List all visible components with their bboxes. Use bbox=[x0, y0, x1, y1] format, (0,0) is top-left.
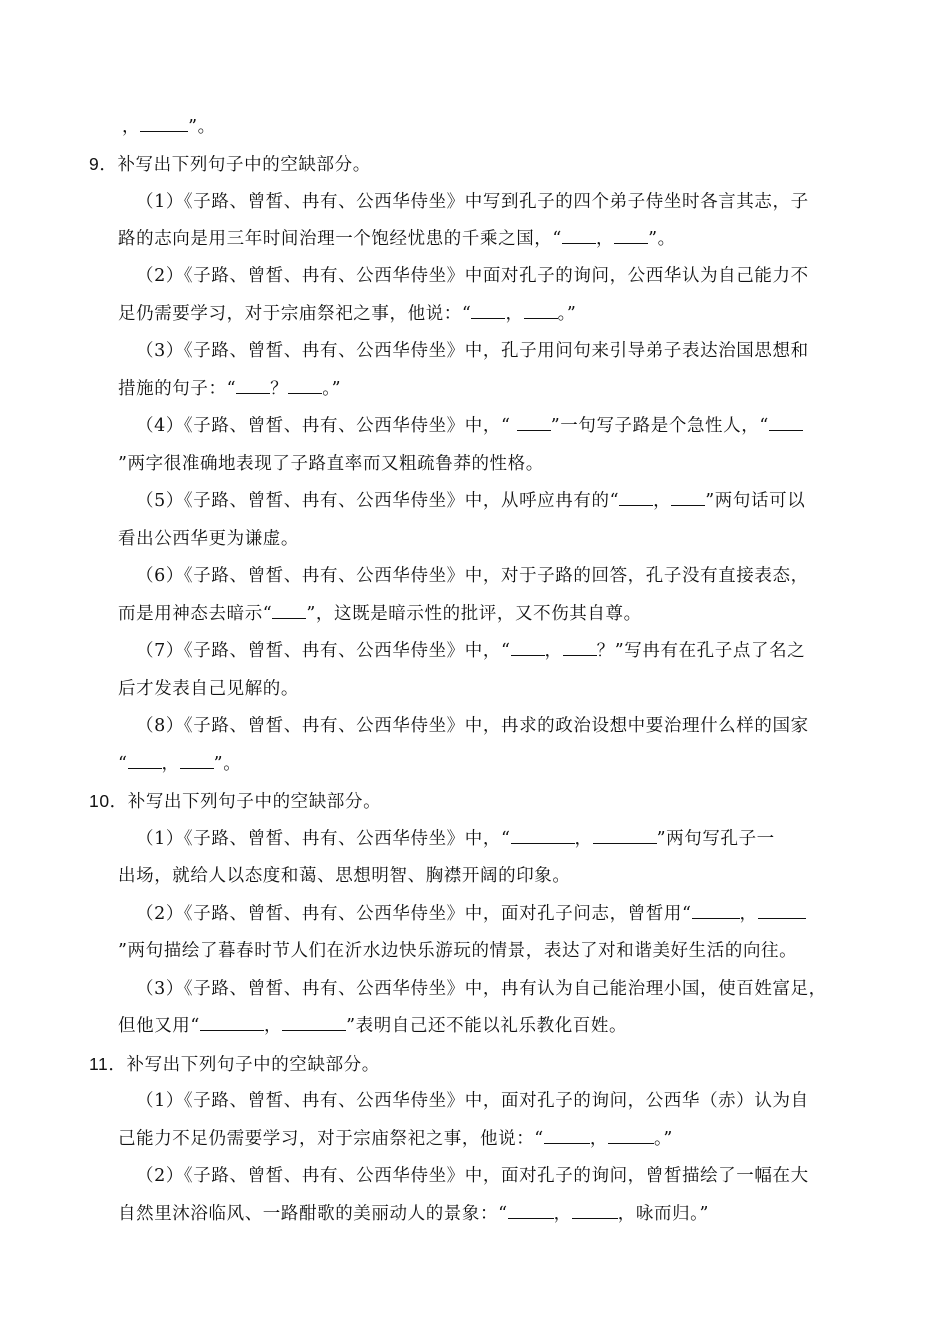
answer-blank bbox=[544, 1127, 590, 1144]
answer-blank bbox=[619, 489, 653, 506]
text-fragment: （1）《子路、曾皙、冉有、公西华侍坐》中，“ bbox=[136, 829, 511, 849]
answer-blank bbox=[593, 827, 657, 844]
text-fragment: 。” bbox=[653, 1129, 673, 1149]
question-10-heading bbox=[89, 789, 381, 814]
text-fragment: （5）《子路、曾皙、冉有、公西华侍坐》中，从呼应冉有的“ bbox=[136, 491, 620, 511]
q10-item3-line2 bbox=[118, 1014, 627, 1038]
q11-item2-line1: （2）《子路、曾皙、冉有、公西华侍坐》中，面对孔子的询问，曾皙描绘了一幅在大 bbox=[136, 1166, 809, 1186]
text-fragment: 。” bbox=[557, 304, 577, 324]
text-fragment: ， bbox=[505, 304, 524, 324]
text-fragment: ”表明自己还不能以礼乐教化百姓。 bbox=[346, 1016, 628, 1036]
q9-item5-line1 bbox=[136, 489, 805, 513]
q11-item2-line2 bbox=[118, 1202, 709, 1226]
text-fragment: （4）《子路、曾皙、冉有、公西华侍坐》中，“ bbox=[136, 416, 517, 436]
q9-item8-line2 bbox=[118, 752, 241, 776]
q9-item2-line1: （2）《子路、曾皙、冉有、公西华侍坐》中面对孔子的询问，公西华认为自己能力不 bbox=[136, 266, 809, 286]
q11-item1-line1: （1）《子路、曾皙、冉有、公西华侍坐》中，面对孔子的询问，公西华（赤）认为自 bbox=[136, 1091, 809, 1111]
answer-blank bbox=[692, 902, 740, 919]
answer-blank bbox=[180, 752, 214, 769]
answer-blank bbox=[563, 639, 597, 656]
question-number: 11． bbox=[89, 1054, 127, 1074]
text-fragment: ”两句写孔子一 bbox=[656, 829, 775, 849]
text-fragment: “ bbox=[118, 754, 128, 774]
text-fragment: 足仍需要学习，对于宗庙祭祀之事，他说：“ bbox=[118, 304, 472, 324]
text-fragment: 措施的句子：“ bbox=[118, 379, 237, 399]
q10-item1-line2: 出场，就给人以态度和蔼、思想明智、胸襟开阔的印象。 bbox=[118, 866, 571, 886]
q9-item1-line2 bbox=[118, 227, 676, 251]
answer-blank bbox=[517, 414, 551, 431]
q9-item6-line1: （6）《子路、曾皙、冉有、公西华侍坐》中，对于子路的回答，孔子没有直接表态， bbox=[136, 566, 809, 586]
answer-blank bbox=[572, 1202, 618, 1219]
answer-blank bbox=[140, 115, 188, 132]
question-11-heading bbox=[89, 1052, 380, 1077]
answer-blank bbox=[769, 414, 803, 431]
q10-item2-line2: ”两句描绘了暮春时节人们在沂水边快乐游玩的情景，表达了对和谐美好生活的向往。 bbox=[118, 941, 798, 961]
q9-item4-line1 bbox=[136, 414, 803, 438]
answer-blank bbox=[614, 227, 648, 244]
q9-item4-line2: ”两字很准确地表现了子路直率而又粗疏鲁莽的性格。 bbox=[118, 454, 544, 474]
question-title: 补写出下列句子中的空缺部分。 bbox=[126, 1055, 380, 1075]
answer-blank bbox=[200, 1014, 264, 1031]
answer-blank bbox=[758, 902, 806, 919]
q9-item3-line1: （3）《子路、曾皙、冉有、公西华侍坐》中，孔子用问句来引导弟子表达治国思想和 bbox=[136, 341, 809, 361]
text-fragment: 自然里沐浴临风、一路酣歌的美丽动人的景象：“ bbox=[118, 1204, 508, 1224]
q11-item1-line2 bbox=[118, 1127, 673, 1151]
answer-blank bbox=[128, 752, 162, 769]
answer-blank bbox=[236, 377, 270, 394]
q9-item7-line2: 后才发表自己见解的。 bbox=[118, 679, 299, 699]
text-fragment: （7）《子路、曾皙、冉有、公西华侍坐》中，“ bbox=[136, 641, 511, 661]
text-fragment: ？ bbox=[270, 379, 289, 399]
text-fragment: ， bbox=[263, 1016, 283, 1036]
text-fragment: ”。 bbox=[188, 117, 216, 137]
text-fragment: 。” bbox=[322, 379, 342, 399]
q10-item3-line1: （3）《子路、曾皙、冉有、公西华侍坐》中，冉有认为自己能治理小国，使百姓富足， bbox=[136, 979, 827, 999]
text-fragment: ， bbox=[574, 829, 593, 849]
answer-blank bbox=[282, 1014, 346, 1031]
q10-item2-line1 bbox=[136, 902, 806, 926]
text-fragment: ， bbox=[544, 641, 563, 661]
q9-item3-line2 bbox=[118, 377, 341, 401]
text-fragment: ？”写冉有在孔子点了名之 bbox=[596, 641, 806, 661]
text-fragment: ， bbox=[739, 904, 758, 924]
answer-blank bbox=[671, 489, 705, 506]
question-9-heading bbox=[89, 152, 371, 177]
text-fragment: ”，这既是暗示性的批评，又不伤其自尊。 bbox=[306, 604, 642, 624]
q9-item5-line2: 看出公西华更为谦虚。 bbox=[118, 529, 299, 549]
text-fragment: ”两句话可以 bbox=[705, 491, 806, 511]
answer-blank bbox=[524, 302, 558, 319]
text-fragment: ， bbox=[653, 491, 672, 511]
text-fragment: 而是用神态去暗示“ bbox=[118, 604, 273, 624]
answer-blank bbox=[511, 639, 545, 656]
text-fragment: 但他又用“ bbox=[118, 1016, 200, 1036]
text-fragment: 己能力不足仍需要学习，对于宗庙祭祀之事，他说：“ bbox=[118, 1129, 544, 1149]
text-fragment: ， bbox=[122, 117, 141, 137]
q10-item1-line1 bbox=[136, 827, 775, 851]
question-number: 9． bbox=[89, 154, 118, 174]
answer-blank bbox=[272, 602, 306, 619]
text-fragment: ， bbox=[589, 1129, 608, 1149]
question-title: 补写出下列句子中的空缺部分。 bbox=[117, 155, 371, 175]
text-fragment: ”一句写子路是个急性人，“ bbox=[550, 416, 769, 436]
answer-blank bbox=[511, 827, 575, 844]
text-fragment: （2）《子路、曾皙、冉有、公西华侍坐》中，面对孔子问志，曾皙用“ bbox=[136, 904, 692, 924]
text-fragment: ，咏而归。” bbox=[617, 1204, 710, 1224]
answer-blank bbox=[288, 377, 322, 394]
text-fragment: ， bbox=[161, 754, 180, 774]
answer-blank bbox=[608, 1127, 654, 1144]
q9-item7-line1 bbox=[136, 639, 805, 663]
question-number: 10． bbox=[89, 791, 128, 811]
text-fragment: ”。 bbox=[213, 754, 242, 774]
answer-blank bbox=[562, 227, 596, 244]
q9-item8-line1: （8）《子路、曾皙、冉有、公西华侍坐》中，冉求的政治设想中要治理什么样的国家 bbox=[136, 716, 809, 736]
q9-item2-line2 bbox=[118, 302, 576, 326]
text-fragment: ”。 bbox=[648, 229, 676, 249]
text-fragment: ， bbox=[595, 229, 615, 249]
question-title: 补写出下列句子中的空缺部分。 bbox=[127, 792, 382, 812]
q9-item1-line1: （1）《子路、曾皙、冉有、公西华侍坐》中写到孔子的四个弟子侍坐时各言其志，子 bbox=[136, 192, 809, 212]
text-fragment: 路的志向是用三年时间治理一个饱经忧患的千乘之国，“ bbox=[118, 229, 562, 249]
answer-blank bbox=[508, 1202, 554, 1219]
carryover-line bbox=[122, 115, 216, 139]
q9-item6-line2 bbox=[118, 602, 642, 626]
text-fragment: ， bbox=[553, 1204, 572, 1224]
answer-blank bbox=[471, 302, 505, 319]
